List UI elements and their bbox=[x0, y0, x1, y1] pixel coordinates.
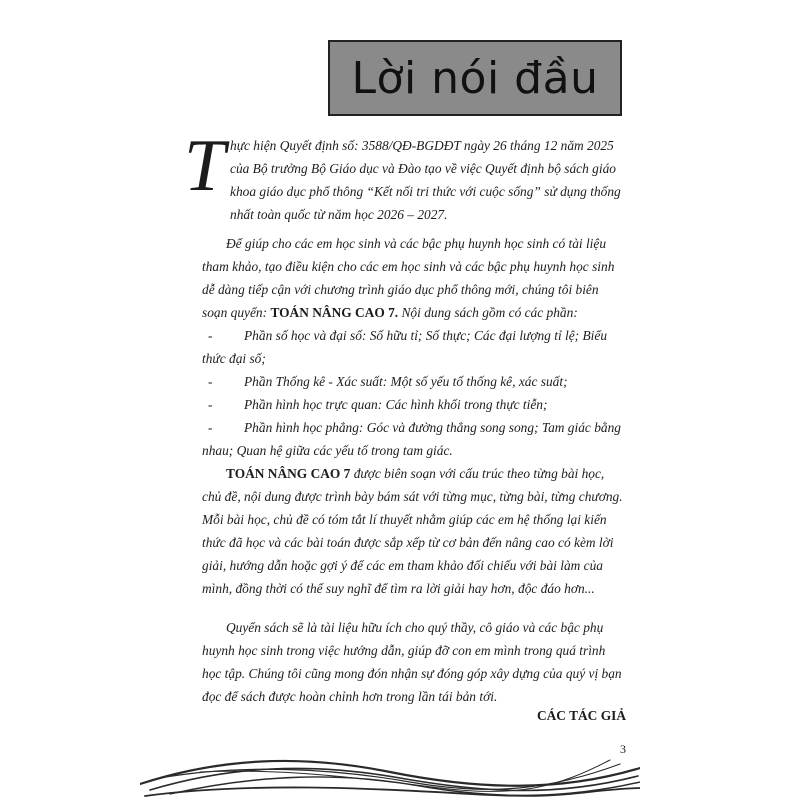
page-title: Lời nói đầu bbox=[351, 52, 599, 104]
authors-signature: CÁC TÁC GIẢ bbox=[536, 708, 626, 723]
list-dash: - bbox=[208, 374, 213, 389]
list-item-text: Phần số học và đại số: Số hữu tỉ; Số thực; Các đại lượng tỉ lệ; Biểu thức đại số; bbox=[202, 328, 608, 366]
decorative-swoosh-icon bbox=[140, 738, 640, 798]
drop-cap: T bbox=[184, 125, 226, 207]
paragraph-closing: Quyển sách sẽ là tài liệu hữu ích cho quý thầy, cô giáo và các bậc phụ huynh học sinh trong việc hướng dẫn, giúp đỡ con em mình trong quá trình học tập. Chúng tôi cũng mong đón nhận sự đóng góp xây dựng của quý vị bạn đọc để sách được hoàn chỉnh hơn trong lần tái bản tới. bbox=[202, 620, 622, 704]
list-dash: - bbox=[208, 397, 213, 412]
list-dash: - bbox=[208, 420, 213, 435]
book-title-inline: TOÁN NÂNG CAO 7. bbox=[270, 305, 399, 320]
list-item bbox=[202, 370, 624, 393]
list-item-text: Phần Thống kê - Xác suất: Một số yếu tố thống kê, xác suất; bbox=[244, 374, 568, 389]
paragraph-structure-text: được biên soạn với cấu trúc theo từng bài học, chủ đề, nội dung được trình bày bám sát với từng mục, từng bài, từng chương. Mỗi bài học, chủ đề có tóm tắt lí thuyết nhằm giúp các em hệ thống lại kiến thức đã học và các bài toán được sắp xếp từ cơ bản đến nâng cao có kèm lời giải, hướng dẫn hoặc gợi ý để các em tham khảo đối chiếu với bài làm của mình, đồng thời có thể suy nghĩ để tìm ra lời giải hay hơn, độc đáo hơn... bbox=[202, 466, 623, 596]
content-parts-list bbox=[202, 324, 624, 462]
list-item-text: Phần hình học trực quan: Các hình khối trong thực tiễn; bbox=[244, 397, 548, 412]
paragraph-purpose-text: Để giúp cho các em học sinh và các bậc phụ huynh học sinh có tài liệu tham khảo, tạo điều kiện cho các em học sinh và các bậc phụ huynh học sinh dễ dàng tiếp cận với chương trình giáo dục phổ thông mới, chúng tôi biên soạn quyển: bbox=[202, 236, 615, 320]
paragraph-intro: hực hiện Quyết định số: 3588/QĐ-BGDĐT ngày 26 tháng 12 năm 2025 của Bộ trưởng Bộ Giáo dục và Đào tạo về việc Quyết định bộ sách giáo khoa giáo dục phổ thông “Kết nối tri thức với cuộc sống” sử dụng thống nhất toàn quốc từ năm học 2026 – 2027. bbox=[230, 138, 621, 222]
paragraph-purpose bbox=[202, 232, 624, 324]
book-title-inline: TOÁN NÂNG CAO 7 bbox=[226, 466, 351, 481]
list-item bbox=[202, 393, 624, 416]
page-number: 3 bbox=[620, 742, 626, 756]
list-item bbox=[202, 324, 624, 370]
title-banner bbox=[328, 40, 622, 116]
paragraph-structure bbox=[202, 462, 624, 600]
paragraph-purpose-tail: Nội dung sách gồm có các phần: bbox=[398, 305, 578, 320]
list-item bbox=[202, 416, 624, 462]
list-dash: - bbox=[208, 328, 213, 343]
list-item-text: Phần hình học phẳng: Góc và đường thẳng song song; Tam giác bằng nhau; Quan hệ giữa các yếu tố trong tam giác. bbox=[202, 420, 621, 458]
